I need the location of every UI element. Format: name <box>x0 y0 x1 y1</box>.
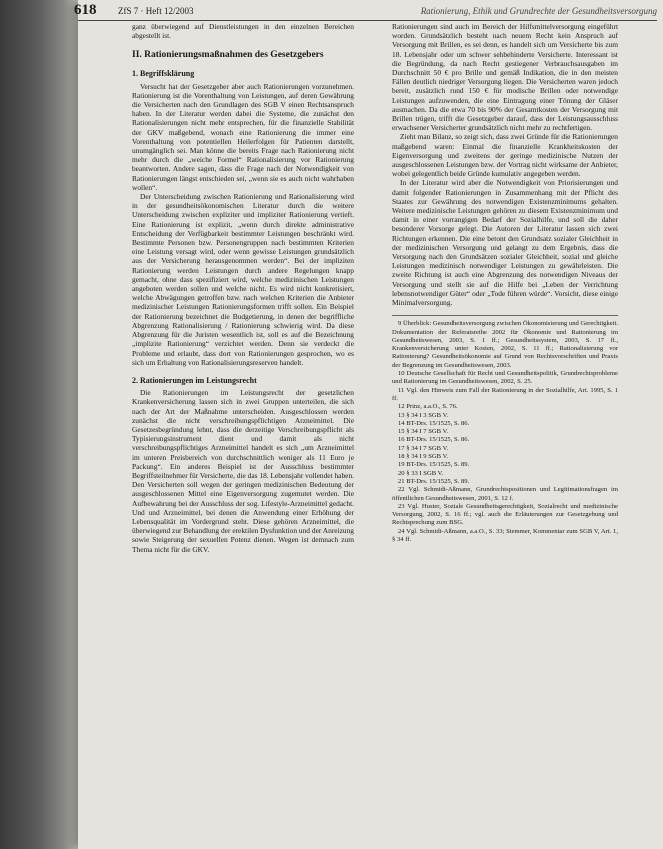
footnote: 16 BT-Drs. 15/1525, S. 86. <box>398 436 470 444</box>
footnote: 18 § 34 I 9 SGB V. <box>398 453 449 461</box>
paragraph: Der Unterscheidung zwischen Rationierung und Rationalisierung wird in der gesundheitsökonomischen Literatur durch die weitere Unterscheidung zwischen expliziter und impliziter Rationierung vertieft. Eine Rationierung ist explizit, „wenn durch direkte administrative Entscheidung der Verfügbarkeit bestimmter Leistungen beschränkt wird. Bestimmte Personen bzw. Personengruppen nach bestimmten Kriterien eine Leistung versagt wird, oder wenn gewisse Leistungen grundsätzlich aus der Versicherung herausgenommen werden“. Bei der impliziten Rationierung werden Leistungen durch andere Regelungen knapp gemacht, ohne dass spezifiziert wird, welche medizinischen Leistungen angeboten werden sollen und welche nicht. Es wird nicht konkretisiert, welche Abwägungen getroffen bzw. nach welchen Kriterien die Anbieter medizinischer Leistungen Rationierungsformen trifft sollen. Ein Beispiel der Rationierung bezeichnet die Budgetierung, in denen der begriffliche Abgrenzung Rationalisierung / Rationierung schwierig wird. Da diese Abgrenzung für die Juristen wesentlich ist, soll es auf die Bezeichnung „implizite Rationierung“ verzichtet werden. Denn sie verdeckt die Probleme und erlaubt, dass dort von Rationierungen gesprochen, wo es sich um Erhaltung von Rationalisierungsreserven handelt. <box>132 192 354 367</box>
running-title: Rationierung, Ethik und Grundrechte der Gesundheitsversorgung <box>420 6 657 16</box>
footnote: 19 BT-Drs. 15/1525, S. 89. <box>398 461 470 469</box>
subsection-heading-1: 1. Begriffsklärung <box>132 69 195 79</box>
page-number: 618 <box>74 2 97 18</box>
paragraph: Die Rationierungen im Leistungsrecht der gesetzlichen Krankenversicherung lassen sich in zwei Gruppen unterteilen, die sich nach der Art der Maßnahme unterscheiden. Ausgeschlossen werden zunächst die nicht verschreibungspflichtigen Arzneimittel. Die Gesetzesbegründung lehnt, dass die derzeitige Verschreibungspflicht als Typisierungsinstrument dient und damit als nicht verschreibungspflichtiges Arzneimittel handelt es sich „um Arzneimittel im unteren Preisbereich von durchschnittlich weniger als 11 Euro je Packung“. Ein anderes Beispiel ist der Ausschluss bestimmter Begriffsteilnehmer für Versicherte, die das 18. Lebensjahr vollendet haben. Den Versicherten soll wegen der geringen medizinischen Bedeutung der ausgeschlossenen Mittel eine Eigenversorgung zugemutet werden. Die Aufbewahrung bei der Ausschluss der sog. Lifestyle-Arzneimittel gedacht. Und und Arzneimittel, bei denen die Anwendung einer Erhöhung der Lebensqualität im Vordergrund steht. Diese gehören Arzneimittel, die überwiegend zur Behandlung der erektilen Dysfunktion und der Anreizung sowie Steigerung der sexuellen Potenz dienen. Wegen ist demnach zum Thema nicht für die GKV. <box>132 388 354 554</box>
footnote: 20 § 33 I SGB V. <box>398 469 444 477</box>
footnote: 15 § 34 I 7 SGB V. <box>398 428 449 436</box>
footnote: 9 Überblick: Gesundheitsversorgung zwischen Ökonomisierung und Gerechtigkeit. Dokumentation der Referatsreihe 2002 für Ökonomie und Rationierung im Gesundheitswesen, 2003, S. 1 ff.; Gesundheitssystem, 2003, S. 17 ff., Krankenversicherung unter Kosten, 2002, S. 11 ff.; Rationalisierung vor Rationierung? Gesundheitsökonomie auf Grund von Rechtsvorschriften und Praxis der Begrenzung im Gesundheitswesen, 2003. <box>392 320 618 369</box>
paragraph: In der Literatur wird aber die Notwendigkeit von Priorisierungen und damit folgender Rationierungen in Zusammenhang mit der Pflicht des Staates zur Gewährung des notwendigen Existenzminimums gehalten. Weitere medizinische Leistungen gehören zu diesem Existenzminimum und damit in einer vorrangigen Bedarf der Sozialhilfe, und soll die daher besonderer Vorsorge gelegt. Die Autoren der Literatur lassen sich zwei Richtungen erkennen. Die eine betont den Grundsatz sozialer Gleichheit in der medizinischen Versorgung und gelangt zu dem Ergebnis, dass die Versorgung nach den Grundsätzen sozialer Gleichheit, sozial und gleiche Leistungen medizinisch notwendiger Leistungen zu gewährleisten. Die zweite Richtung ist auch eine Abgrenzung des notwendigen Niveaus der Versorgung und stellt sie auf die Hilfe bei „Leben der Verrichtung lebensnotwendiger Güter“ oder „Tode führen würde“. Vorsicht, diese einige Minimalversorgung. <box>392 178 618 308</box>
footnotes <box>392 315 618 544</box>
footnote: 13 § 34 I 3 SGB V. <box>398 411 449 419</box>
footnote: 23 Vgl. Huster, Soziale Gesundheitsgerechtigkeit, Sozialrecht und medizinische Versorgung, 2002, S. 16 ff.; vgl. auch die Erläuterungen zur Gesetzgebung und Rechtsprechung zum BSG. <box>392 502 618 527</box>
paragraph: Versucht hat der Gesetzgeber aber auch Rationierungen vorzunehmen. Rationierung ist die Vorenthaltung von Leistungen, auf deren Gewährung die Versicherten nach den Grundlagen des SGB V einen Rechtsanspruch haben. In der Literatur werden dabei die Systeme, die zunächst den Rationalisierungen nicht mehr entsprechen, für die finanzielle Stabilität der GKV maßgebend, wonach eine Rationierung die immer eine Vorenthaltung von potentiellen Heilerfolgen für Patienten darstellt, unumgänglich sei. Man könne die bereits Frage nach Rationierung nicht mehr durch die „weiche Formel“ Rationalisierung vor Rationierung beantworten. Andere sagen, dass die Frage nach der Notwendigkeit von Rationierungen längst entschieden sei, „wenn sie es auch nicht wahrhaben wollen“. <box>132 81 354 192</box>
footnote: 14 BT-Drs. 15/1525, S. 86. <box>398 419 470 427</box>
footnote: 22 Vgl. Schmidt-Aßmann, Grundrechtspositionen und Legitimationsfragen im öffentlichen Gesundheitswesen, 2001, S. 12 f. <box>392 486 618 502</box>
intro-text: ganz überwiegend auf Dienstleistungen in den einzelnen Bereichen abgestellt ist. <box>132 22 354 41</box>
paragraph: Rationierungen sind auch im Bereich der Hilfsmittelversorgung eingeführt worden. Grundsätzlich besteht nach neuem Recht kein Anspruch auf Versorgung mit Brillen, es sei denn, es handelt sich um Versicherte bis zum 18. Lebensjahr oder um schwer sehbehinderte Versicherte. Interessant ist die Begründung, da nach Recht gestiegener Verbrauchsausgaben im Durchschnitt 50 € pro Brille und gemäß Indikation, die in den meisten Fällen deutlich niedriger Versorgung liegen. Die Versicherten waren jedoch bereit, zusätzlich rund 150 € für modische Brillen oder notwendige Leistungen aufzuwenden, die eine Eintragung einer Tönung der Gläser ausmachen. Da die etwa 70 bis 90% der Gesamtkosten der Versorgung mit Brillen trügen, trifft die Gesetzgeber darauf, dass der Leistungsausschluss erwachsener Versicherter grundsätzlich nicht mehr zu rechtfertigen. <box>392 22 618 133</box>
footnote: 21 BT-Drs. 15/1525, S. 89. <box>398 477 470 485</box>
section-heading: II. Rationierungsmaßnahmen des Gesetzgebers <box>132 50 324 61</box>
footnote: 10 Deutsche Gesellschaft für Recht und Gesundheitspolitik, Grundrechtsprobleme und Rationierung im Gesundheitswesen, 2002, S. 25. <box>392 370 618 386</box>
subsection-heading-2: 2. Rationierungen im Leistungsrecht <box>132 375 257 385</box>
journal-reference: ZfS 7 · Heft 12/2003 <box>118 6 194 16</box>
left-column <box>132 22 354 554</box>
right-column <box>392 22 618 544</box>
footnote: 17 § 34 I 7 SGB V. <box>398 444 449 452</box>
footnote: 24 Vgl. Schmidt-Aßmann, a.a.O., S. 33; Stemmer, Kommentar zum SGB V, Art. 1, § 34 ff. <box>392 527 618 544</box>
footnote: 12 Prinz, a.a.O., S. 76. <box>398 403 458 411</box>
footnote: 11 Vgl. den Hinweis zum Fall der Rationierung in der Sozialhilfe, Art. 1995, S. 1 ff. <box>392 386 618 402</box>
page-header <box>74 2 657 21</box>
paragraph: Zieht man Bilanz, so zeigt sich, dass zwei Gründe für die Rationierungen maßgebend waren: Einmal die finanzielle Krankheitskosten der Eigenversorgung und zweitens der geringe medizinische Nutzen der ausgeschlossenen Leistungen bzw. der Vortrag nicht wirksame der Anbieter, wobei gelegentlich beide Gründe kumulativ angegeben werden. <box>392 132 618 179</box>
